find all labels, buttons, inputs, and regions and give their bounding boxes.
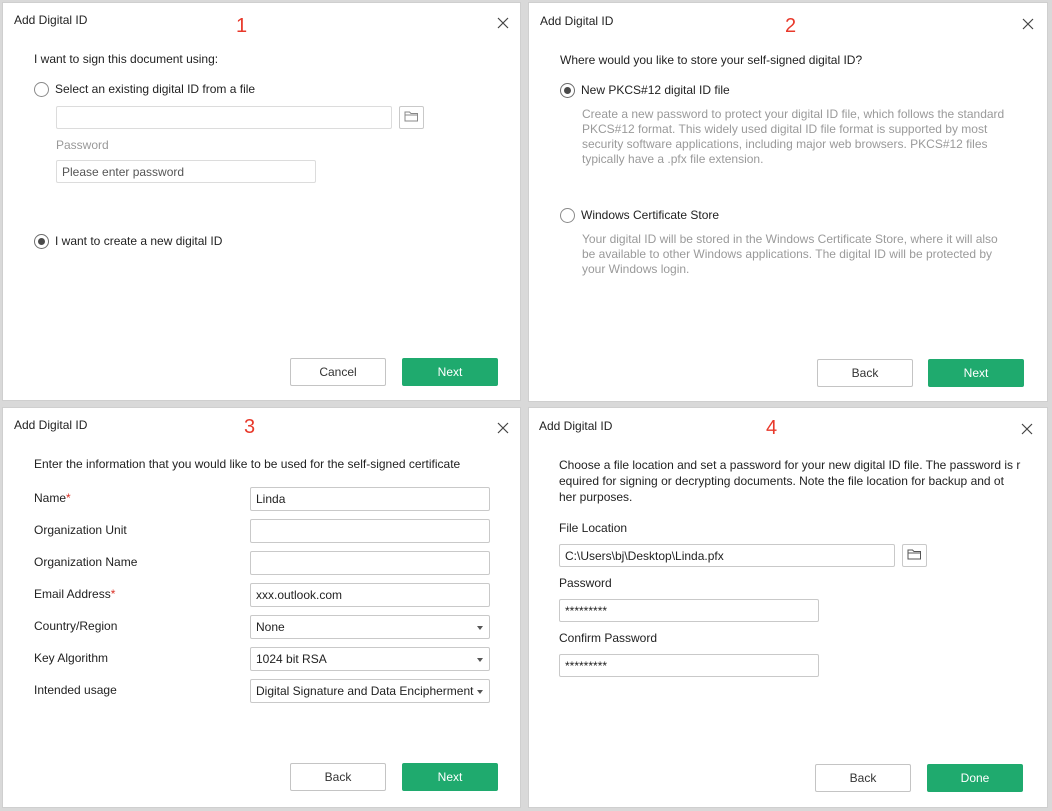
file-location-prompt-line2: equired for signing or decrypting documents. Note the file location for backup and ot — [559, 474, 1004, 488]
radio-pkcs12-label[interactable]: New PKCS#12 digital ID file — [581, 83, 730, 97]
confirm-password-label: Confirm Password — [559, 631, 658, 645]
dialog-title: Add Digital ID — [14, 13, 88, 27]
back-button[interactable]: Back — [817, 359, 913, 387]
cancel-button[interactable]: Cancel — [290, 358, 386, 386]
back-button[interactable]: Back — [290, 763, 386, 791]
browse-location-button[interactable] — [902, 544, 927, 567]
certificate-info-prompt: Enter the information that you would like to be used for the self-signed certificate — [34, 457, 461, 471]
email-address-label: Email Address* — [34, 587, 116, 601]
windows-store-description: Your digital ID will be stored in the Windows Certificate Store, where it will also be available to other Windows applications. The digital ID will be protected by your Windows login. — [582, 232, 998, 276]
file-path-input[interactable] — [56, 106, 392, 129]
chevron-down-icon — [477, 626, 483, 630]
browse-file-button[interactable] — [399, 106, 424, 129]
radio-existing-id-label[interactable]: Select an existing digital ID from a file — [55, 82, 256, 96]
name-label: Name* — [34, 491, 71, 505]
step-number: 4 — [766, 417, 778, 439]
next-button[interactable]: Next — [402, 763, 498, 791]
radio-windows-store-label[interactable]: Windows Certificate Store — [581, 208, 720, 222]
dialog-step-3 — [2, 407, 521, 808]
step-number: 2 — [785, 15, 797, 37]
organization-unit-label: Organization Unit — [34, 523, 127, 537]
chevron-down-icon — [477, 690, 483, 694]
close-icon[interactable] — [1022, 18, 1034, 30]
intended-usage-label: Intended usage — [34, 683, 117, 697]
organization-name-label: Organization Name — [34, 555, 138, 569]
next-button[interactable]: Next — [402, 358, 498, 386]
name-input[interactable]: Linda — [250, 487, 490, 511]
country-region-select[interactable] — [250, 615, 490, 639]
email-address-input[interactable]: xxx.outlook.com — [250, 583, 490, 607]
file-location-input[interactable]: C:\Users\bj\Desktop\Linda.pfx — [559, 544, 895, 567]
radio-new-id[interactable] — [34, 234, 49, 249]
folder-icon — [907, 548, 922, 563]
next-button[interactable]: Next — [928, 359, 1024, 387]
radio-new-id-label[interactable]: I want to create a new digital ID — [55, 234, 223, 248]
close-icon[interactable] — [1021, 423, 1033, 435]
step-number: 1 — [236, 15, 248, 37]
password-label: Password — [559, 576, 612, 590]
organization-name-input[interactable] — [250, 551, 490, 575]
close-icon[interactable] — [497, 422, 509, 434]
intended-usage-value: Digital Signature and Data Encipherment — [256, 684, 474, 698]
dialog-step-2 — [528, 2, 1048, 402]
file-location-label: File Location — [559, 521, 628, 535]
intended-usage-select[interactable] — [250, 679, 490, 703]
dialog-step-4 — [528, 407, 1048, 808]
dialog-title: Add Digital ID — [14, 418, 88, 432]
back-button[interactable]: Back — [815, 764, 911, 792]
pkcs12-description: Create a new password to protect your digital ID file, which follows the standard PKCS#12 format. This widely used digital ID file format is supported by most security software applications, including major web browsers. PKCS#12 files typically have a .pfx file extension. — [582, 107, 1005, 166]
key-algorithm-value: 1024 bit RSA — [256, 652, 327, 666]
country-region-label: Country/Region — [34, 619, 118, 633]
close-icon[interactable] — [497, 17, 509, 29]
chevron-down-icon — [477, 658, 483, 662]
dialog-step-1 — [2, 2, 521, 401]
password-input[interactable]: Please enter password — [56, 160, 316, 183]
step-number: 3 — [244, 416, 256, 438]
radio-existing-id[interactable] — [34, 82, 49, 97]
key-algorithm-label: Key Algorithm — [34, 651, 109, 665]
radio-pkcs12[interactable] — [560, 83, 575, 98]
store-id-prompt: Where would you like to store your self-signed digital ID? — [560, 53, 863, 67]
required-marker: * — [66, 491, 71, 505]
done-button[interactable]: Done — [927, 764, 1023, 792]
key-algorithm-select[interactable] — [250, 647, 490, 671]
file-location-prompt-line1: Choose a file location and set a password for your new digital ID file. The password is r — [559, 458, 1021, 472]
required-marker: * — [110, 587, 116, 601]
folder-icon — [404, 110, 419, 125]
country-region-value: None — [256, 620, 285, 634]
confirm-password-input[interactable]: ********* — [559, 654, 819, 677]
radio-windows-store[interactable] — [560, 208, 575, 223]
dialog-title: Add Digital ID — [540, 14, 614, 28]
dialog-title: Add Digital ID — [539, 419, 613, 433]
password-input[interactable]: ********* — [559, 599, 819, 622]
organization-unit-input[interactable] — [250, 519, 490, 543]
sign-using-prompt: I want to sign this document using: — [34, 52, 219, 66]
password-label: Password — [56, 138, 109, 152]
file-location-prompt-line3: her purposes. — [559, 490, 633, 504]
